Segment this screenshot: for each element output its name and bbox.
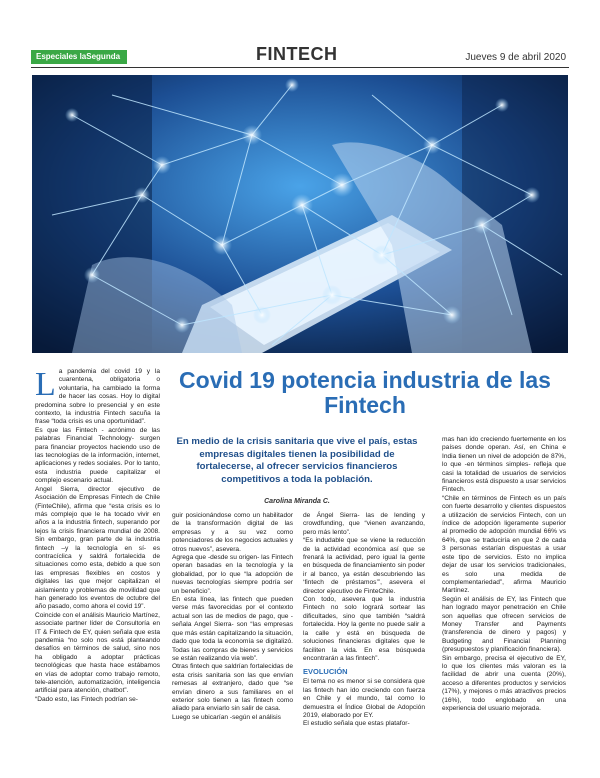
paragraph: a pandemia del covid 19 y la cuarentena, obligatoria o voluntaria, ha cambiado la forma de hacer las cosas. Hoy lo digital predomina sobre lo presencial y en este contexto, la industria Fintech sacuña la frase “toda crisis es una oportunidad”.	[35, 368, 160, 426]
paragraph: Otras fintech que saldrían fortalecidas de esta crisis sanitaria son las que envían remesas al extranjero, dado que “se envían dinero a sus familiares en el exterior solo tienen a las fintech como aliado para enviarlo sin salir de casa.	[172, 663, 293, 713]
header-rule	[31, 67, 569, 68]
paragraph: Según el análisis de EY, las Fintech que han logrado mayor penetración en Chile son aquellas que ofrecen servicios de Money Transfer and Payments (transferencia de dinero y pagos) y Budgeting and Financial Planning (presupuestos y planificación financiera).	[442, 595, 566, 654]
paragraph: Coincide con el análisis Mauricio Martínez, associate partner líder de Consultoría en IT & Fintech de EY, quien señala que esta pandemia “no solo nos está planteando desafíos en términos de salud, sino nos ha obligado a adoptar prácticas tecnológicas que hasta hace estábamos en vías de adoptar como trabajo remoto, tele-atención, automatización, inteligencia artificial para atención, chatbot”.	[35, 611, 160, 695]
article-byline: Carolina Miranda C.	[264, 498, 330, 505]
hero-image	[32, 75, 568, 353]
article-column-2	[172, 512, 293, 722]
paragraph: guir posicionándose como un habilitador de la transformación digital de las empresas y a su vez como potenciadores de los negocios actuales y otros nuevos”, asevera.	[172, 512, 293, 553]
paragraph: “Chile en términos de Fintech es un país con fuerte desarrollo y clientes dispuestos a utilización de servicios Fintech, con un índice de adopción ligeramente superior al promedio de adopción mundial 66% vs 64%, que se traduciría en que 2 de cada 3 personas estarían dispuestas a usar este tipo de servicios. Esto no implica dejar de usar los servicios tradicionales, es solo una medida de complementariedad”, afirma Mauricio Martínez.	[442, 494, 566, 595]
article-column-1	[35, 368, 160, 704]
article-subhead: En medio de la crisis sanitaria que vive el país, estas empresas digitales tienen la posibilidad de fortalecerse, al ofrecer servicios financieros competitivos a toda la población.	[176, 436, 418, 485]
paragraph: Con todo, asevera que la industria Fintech no solo logrará sortear las dificultades, sino que también “saldrá fortalecida. Hoy la gente no puede salir a la calle y está en búsqueda de soluciones financieras digitales que le faciliten la vida. En esa búsqueda encontrarán a las fintech”.	[303, 596, 425, 662]
paragraph: Sin embargo, precisa el ejecutivo de EY, lo que los clientes más valoran es la facilidad de abrir una cuenta (20%), acceso a diferentes productos y servicios (17%), y mejores o más atractivos precios (16%), todo englobado en una experiencia del usuario mejorada.	[442, 654, 566, 712]
paragraph: Agrega que -desde su origen- las Fintech operan basadas en la tecnología y la globalidad, por lo que “la adopción de nuevas tecnologías siempre podría ser un beneficio”.	[172, 554, 293, 595]
paragraph: “Es indudable que se viene la reducción de la actividad económica así que se frenará la actividad, pero igual la gente en búsqueda de financiamiento sin poder ir al banco, ya están descubriendo las ‘fintech de préstamos’”, asevera el director ejecutivo de FinteChile.	[303, 537, 425, 595]
article-column-3	[303, 512, 425, 729]
paragraph: de Ángel Sierra- las de lending y crowdfunding, que “vienen avanzando, pero más lento”.	[303, 512, 425, 536]
paragraph: El estudio señala que estas platafor-	[303, 720, 410, 728]
section-subtitle: EVOLUCIÓN	[303, 667, 348, 677]
article-headline: Covid 19 potencia industria de las Fintech	[179, 367, 551, 418]
section-title: FINTECH	[256, 44, 338, 64]
paragraph: En esta línea, las fintech que pueden verse más favorecidas por el contexto actual son las de medios de pago, que -señala Angel Sierra- son “las empresas que más están capitalizando la situación, dado que toda la economía se digitalizó. Todas las compras de bienes y servicios se están realizando vía web”.	[172, 596, 293, 662]
paragraph: Es que las Fintech - acrónimo de las palabras Financial Technology- surgen para financiar proyectos haciendo uso de las tecnologías de la información, internet, aplicaciones y redes sociales. Por lo tanto, esta industria puede capitalizar el complejo escenario actual.	[35, 426, 160, 485]
paragraph: Angel Sierra, director ejecutivo de Asociación de Empresas Fintech de Chile (FinteChile), afirma que “esta crisis es lo más complejo que le ha tocado vivir en años a la industria fintech, superando por lejos la crisis financiera mundial de 2008. Sin embargo, gran parte de la industria fintech –y la tecnología en sí- es contracíclica y saldrá fortalecida de situaciones como esta, debido a que son las empresas flexibles en costos y digitales las que mejor capitalizan el aislamiento y problemas de movilidad que han generado los eventos de octubre del año pasado, como ahora el covid 19”.	[35, 485, 160, 611]
paragraph: El tema no es menor si se considera que las fintech han ido creciendo con fuerza en Chile y el mundo, tal como lo demuestra el Índice Global de Adopción 2019, elaborado por EY.	[303, 678, 425, 719]
article-column-4	[442, 436, 566, 713]
paragraph: mas han ido creciendo fuertemente en los países donde operan. Así, en China e India tienen un nivel de adopción de 87%, lo que -en términos simples- refleja que casi la totalidad de usuarios de servicios financieros está dispuesto a usar servicios Fintech.	[442, 436, 566, 494]
paragraph: Luego se ubicarían -según el análisis	[172, 713, 281, 721]
page-header	[0, 0, 600, 80]
drop-cap: L	[35, 366, 56, 403]
brand-label: Especiales laSegunda	[31, 50, 127, 64]
paragraph: “Dado esto, las Fintech podrían se-	[35, 695, 138, 703]
issue-date: Jueves 9 de abril 2020	[465, 52, 566, 63]
